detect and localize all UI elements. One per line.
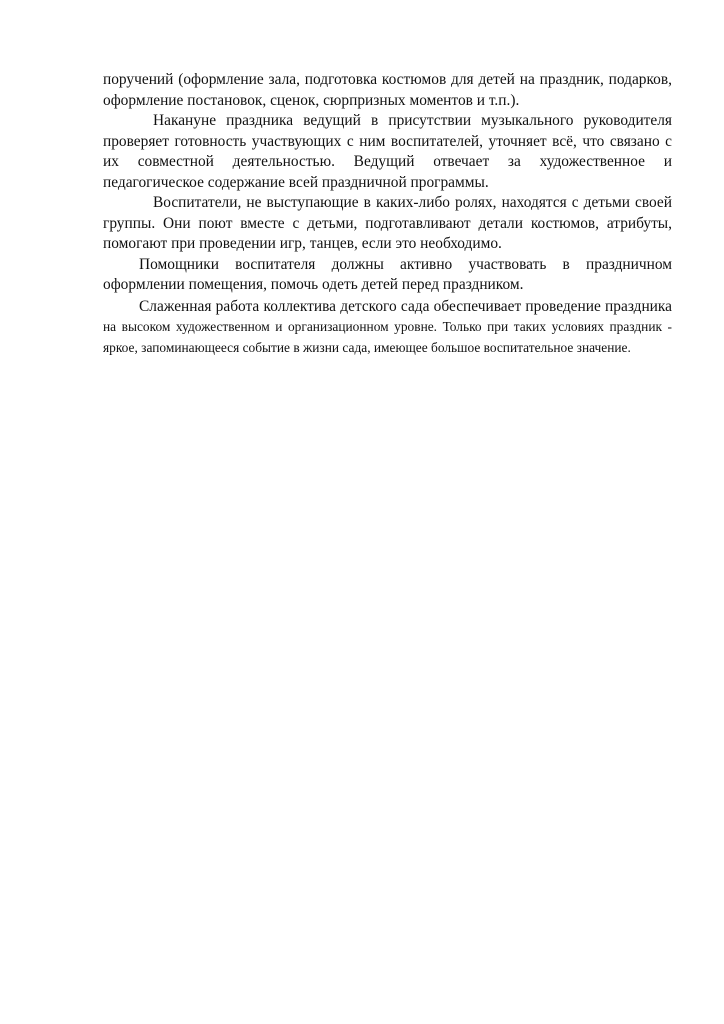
paragraph-2: Накануне праздника ведущий в присутствии музыкального руководителя проверяет готовность участвующих с ним воспитателей, уточняет всё, что связано с их совместной деятельностью. Ведущий отвечает за художественное и педагогическое содержание всей праздничной программы. bbox=[103, 112, 672, 191]
paragraph-5-small-text: на высоком художественном и организационном уровне. Только при таких условиях праздник - яркое, запоминающееся событие в жизни сада, имеющее большое воспитательное значение. bbox=[103, 319, 672, 355]
paragraph-5-large-text: Слаженная работа коллектива детского сада обеспечивает проведение праздника bbox=[139, 297, 672, 315]
paragraph-3: Воспитатели, не выступающие в каких-либо ролях, находятся с детьми своей группы. Они поют вместе с детьми, подготавливают детали костюмов, атрибуты, помогают при проведении игр, танцев, если это необходимо. bbox=[103, 194, 672, 252]
paragraph-1: поручений (оформление зала, подготовка костюмов для детей на праздник, подарков, оформление постановок, сценок, сюрпризных моментов и т.п.). bbox=[103, 71, 672, 109]
paragraph-5 bbox=[103, 297, 672, 359]
paragraph-4: Помощники воспитателя должны активно участвовать в праздничном оформлении помещения, помочь одеть детей перед праздником. bbox=[103, 255, 672, 293]
document-body bbox=[103, 70, 672, 358]
